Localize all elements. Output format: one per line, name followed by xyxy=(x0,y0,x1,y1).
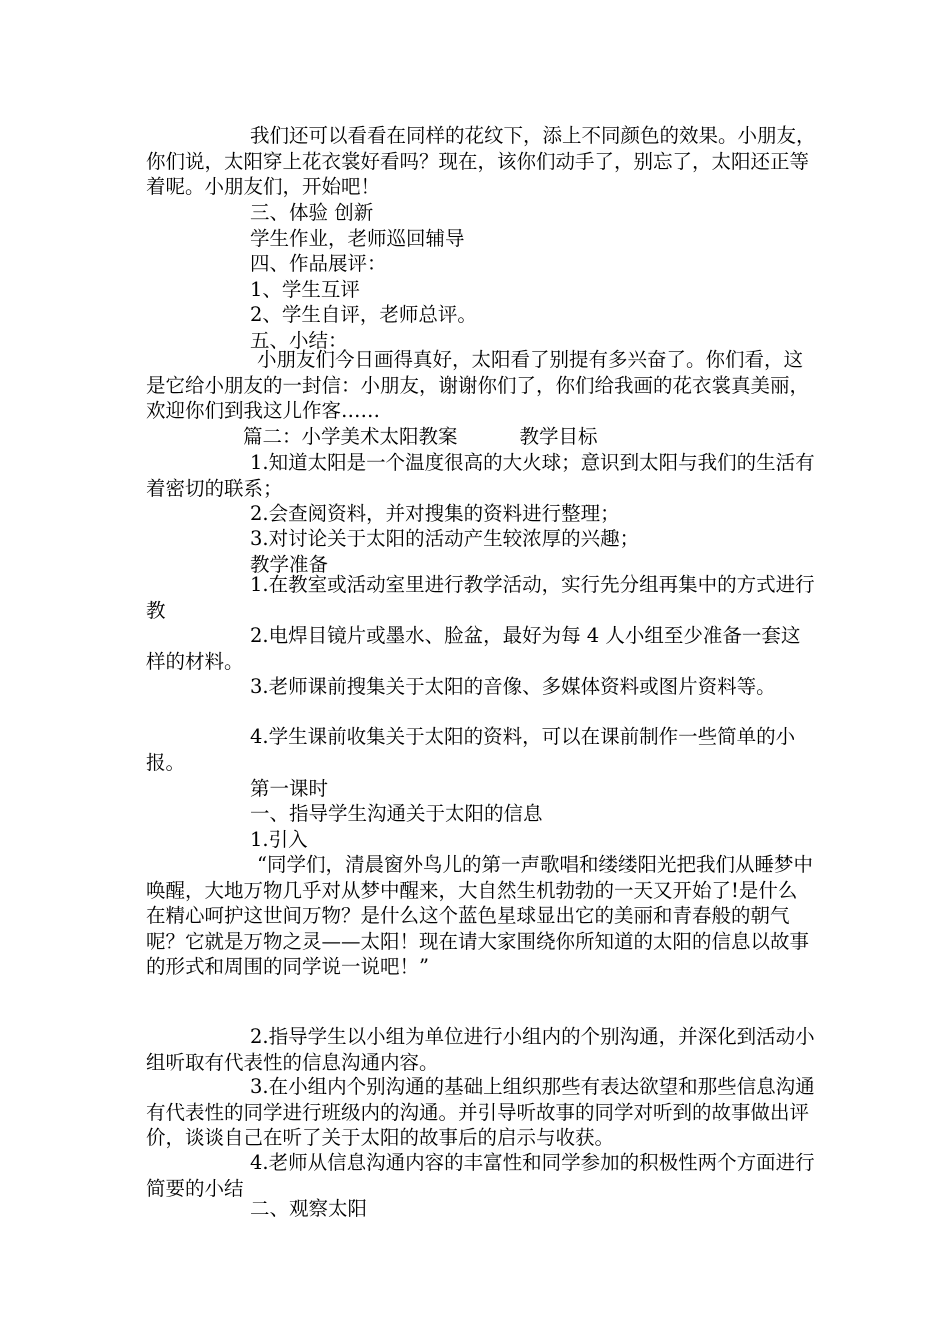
paragraph-goal-1: 1.知道太阳是一个温度很高的大火球；意识到太阳与我们的生活有着密切的联系； xyxy=(146,451,815,500)
heading-experience-create: 三、体验 创新 xyxy=(250,201,374,224)
line-introduction: 1.引入 xyxy=(250,828,308,851)
heading-preparation: 教学准备 xyxy=(250,553,329,576)
heading-observe-sun: 二、观察太阳 xyxy=(250,1197,368,1220)
heading-first-lesson: 第一课时 xyxy=(250,777,329,800)
heading-work-review: 四、作品展评： xyxy=(250,252,387,275)
heading-summary: 五、小结： xyxy=(250,329,348,352)
paragraph-prep-4: 4.学生课前收集关于太阳的资料，可以在课前制作一些简单的小报。 xyxy=(146,725,796,774)
line-goal-2: 2.会查阅资料，并对搜集的资料进行整理； xyxy=(250,502,620,525)
paragraph-color-effect: 我们还可以看看在同样的花纹下，添上不同颜色的效果。小朋友，你们说，太阳穿上花衣裳好看吗？现在，该你们动手了，别忘了，太阳还正等着呢。小朋友们，开始吧！ xyxy=(146,124,816,199)
line-student-work: 学生作业，老师巡回辅导 xyxy=(250,227,465,250)
line-peer-review: 1、学生互评 xyxy=(250,278,360,301)
paragraph-summary: 小朋友们今日画得真好，太阳看了别提有多兴奋了。你们看，这是它给小朋友的一封信：小朋友，谢谢你们了，你们给我画的花衣裳真美丽，欢迎你们到我这儿作客…… xyxy=(146,348,810,423)
paragraph-step-4: 4.老师从信息沟通内容的丰富性和同学参加的积极性两个方面进行简要的小结 xyxy=(146,1151,815,1200)
paragraph-step-3: 3.在小组内个别沟通的基础上组织那些有表达欲望和那些信息沟通有代表性的同学进行班级内的沟通。并引导听故事的同学对听到的故事做出评价，谈谈自己在听了关于太阳的故事后的启示与收获。 xyxy=(146,1075,815,1150)
line-goal-3: 3.对讨论关于太阳的活动产生较浓厚的兴趣； xyxy=(250,527,640,550)
heading-part-two: 篇二：小学美术太阳教案 教学目标 xyxy=(243,425,598,448)
paragraph-prep-2: 2.电焊目镜片或墨水、脸盆，最好为每 4 人小组至少准备一套这样的材料。 xyxy=(146,624,801,673)
heading-guide-communication: 一、指导学生沟通关于太阳的信息 xyxy=(250,802,543,825)
paragraph-step-2: 2.指导学生以小组为单位进行小组内的个别沟通，并深化到活动小组听取有代表性的信息沟通内容。 xyxy=(146,1025,815,1074)
paragraph-prep-1: 1.在教室或活动室里进行教学活动，实行先分组再集中的方式进行教 xyxy=(146,573,815,622)
line-self-review: 2、学生自评，老师总评。 xyxy=(250,303,477,326)
paragraph-prep-3: 3.老师课前搜集关于太阳的音像、多媒体资料或图片资料等。 xyxy=(250,675,776,698)
paragraph-quote: “同学们，清晨窗外鸟儿的第一声歌唱和缕缕阳光把我们从睡梦中唤醒，大地万物几乎对从梦中醒来，大自然生机勃勃的一天又开始了!是什么在精心呵护这世间万物？是什么这个蓝色星球显出它的美丽和青春般的朝气呢？它就是万物之灵——太阳！现在请大家围绕你所知道的太阳的信息以故事的形式和周围的同学说一说吧！” xyxy=(146,853,813,979)
